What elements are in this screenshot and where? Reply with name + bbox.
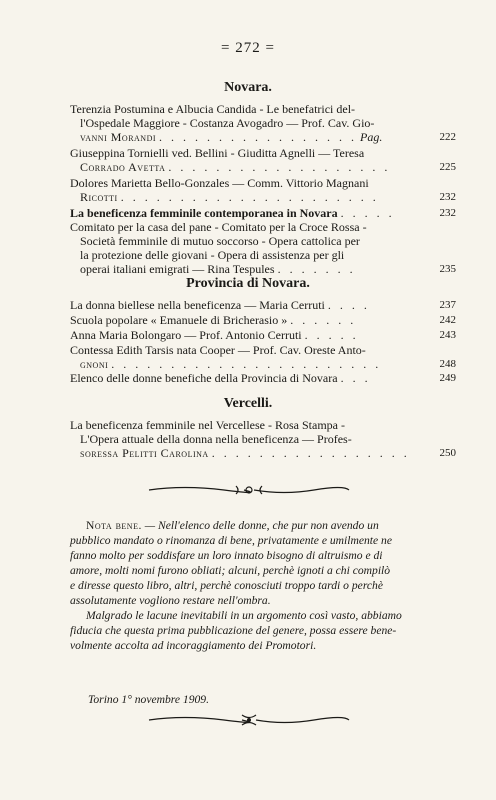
entry-text: Terenzia Postumina e Albucia Candida - Le benefatrici del- [70,102,356,116]
page-ref: 243 [439,329,456,341]
entry-leader-line [70,371,456,385]
dot-leader: . . . . . . . [277,262,356,276]
section-title-vercelli: Vercelli. [223,396,273,411]
page-ref: 250 [439,447,456,459]
toc-entry [70,146,456,174]
ornament-divider-icon [144,712,354,728]
entry-text: Giuseppina Tornielli ved. Bellini - Giuditta Agnelli — Teresa [70,146,365,160]
note-text: — Nell'elenco delle donne, che pur non avendo un [144,519,379,532]
page-ref: 222 [439,131,456,143]
entry-text: Dolores Marietta Bello-Gonzales — Comm. Vittorio Magnani [70,176,369,190]
dot-leader: . . . . . . . . . . . . . . . . . . . . . . . [111,357,382,371]
section-title-provincia: Provincia di Novara. [186,276,310,291]
date-line: Torino 1° novembre 1909. [88,693,210,706]
dot-leader: . . . . . . . . . . . . . . . . . . . [168,160,391,174]
entry-text: Contessa Edith Tarsis nata Cooper — Prof. Cav. Oreste Anto- [70,343,366,357]
page-prefix: Pag. [360,130,383,144]
dot-leader: . . . . . [304,328,359,342]
dot-leader: . . . . . . . . . . . . . . . . . [159,130,358,144]
page-number: = 272 = [221,40,275,56]
entry-text: Comitato per la casa del pane - Comitato per la Croce Rossa - [70,220,367,234]
toc-entry [70,313,456,327]
entry-text: Elenco delle donne benefiche della Provincia di Novara [70,371,338,385]
entry-leader-line [70,160,456,174]
entry-leader-line [70,130,456,144]
entry-leader-line [70,357,456,371]
entry-leader-line [70,313,456,327]
ornament-divider-icon [144,482,354,498]
entry-leader-line [70,328,456,342]
entry-text: L'Opera attuale della donna nella beneficenza — Profes- [80,432,352,446]
note-line: amore, molti nomi furono obliati; alcuni, perchè ignoti a chi compilò [70,564,391,577]
entry-text: Scuola popolare « Emanuele di Bricherasio » [70,313,288,327]
page-ref: 232 [439,207,456,219]
author-name: Corrado Avetta [80,160,166,174]
page-ref: 249 [439,372,456,384]
note-line: e diresse questo libro, altri, perchè conosciuti troppo tardi o perchè [70,579,383,592]
toc-entry [70,220,456,276]
toc-entry [70,298,456,312]
toc-entry [70,343,456,371]
entry-text: Società femminile di mutuo soccorso - Opera cattolica per [80,234,360,248]
dot-leader: . . . . . . . . . . . . . . . . . [211,446,410,460]
page-ref: 248 [439,358,456,370]
page-ref: 237 [439,299,456,311]
note-line: pubblico mandato o rinomanza di bene, privatamente e umilmente ne [70,534,392,547]
toc-entry [70,206,456,220]
author-name: Ricotti [80,190,118,204]
entry-leader-line [70,446,456,460]
author-name: vanni Morandi [80,130,157,144]
nota-bene [70,518,456,653]
entry-leader-line [70,262,456,276]
entry-text: La donna biellese nella beneficenza — Maria Cerruti [70,298,325,312]
note-line: assolutamente vogliono restare nell'ombra. [70,594,271,607]
note-line: volmente accolta ad incoraggiamento dei Promotori. [70,639,317,652]
entry-text: la protezione delle giovani - Opera di assistenza per gli [80,248,345,262]
dot-leader: . . . [340,371,371,385]
note-label: Nota bene. [86,519,142,532]
toc-entry [70,328,456,342]
dot-leader: . . . . [327,298,370,312]
entry-leader-line [70,206,456,220]
section-title-novara: Novara. [224,80,272,95]
toc-entry [70,176,456,204]
entry-text: La beneficenza femminile contemporanea in Novara [70,206,338,220]
entry-text: La beneficenza femminile nel Vercellese - Rosa Stampa - [70,418,345,432]
dot-leader: . . . . . [340,206,395,220]
dot-leader: . . . . . . . . . . . . . . . . . . . . . . [120,190,379,204]
dot-leader: . . . . . . [290,313,357,327]
entry-text: Anna Maria Bolongaro — Prof. Antonio Cerruti [70,328,302,342]
author-name: gnoni [80,357,109,371]
page-ref: 242 [439,314,456,326]
entry-leader-line [70,298,456,312]
note-line: fiducia che questa prima pubblicazione del genere, possa essere bene- [70,624,397,637]
toc-entry [70,371,456,385]
entry-text: l'Ospedale Maggiore - Costanza Avogadro — Prof. Cav. Gio- [80,116,375,130]
toc-entry [70,418,456,460]
page-ref: 235 [439,263,456,275]
page-ref: 225 [439,161,456,173]
note-line: fanno molto per soddisfare un loro innato bisogno di altruismo e di [70,549,383,562]
toc-entry [70,102,456,144]
note-line [70,518,456,533]
page-ref: 232 [439,191,456,203]
entry-leader-line [70,190,456,204]
author-name: soressa Pelitti Carolina [80,446,209,460]
note-line: Malgrado le lacune inevitabili in un argomento così vasto, abbiamo [86,609,402,622]
entry-text: operai italiani emigrati — Rina Tespules [80,262,275,276]
